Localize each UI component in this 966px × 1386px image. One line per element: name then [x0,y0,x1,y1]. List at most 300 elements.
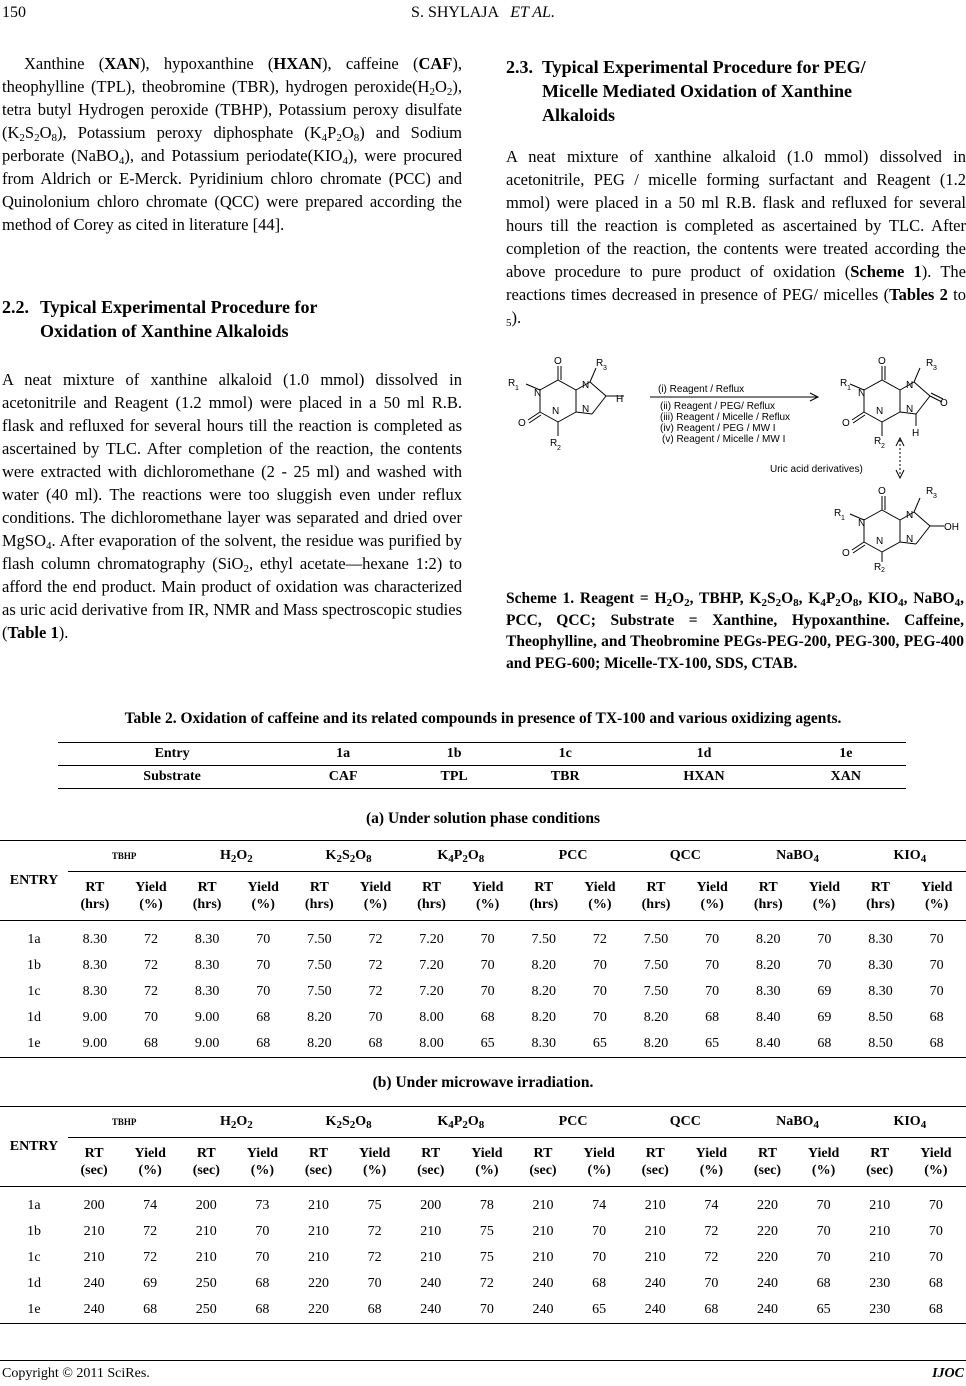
text-run: , [457,77,462,96]
table-b-caption: (b) Under microwave irradiation. [372,1074,594,1091]
table-cell: 210 [532,1250,554,1265]
reagent-header: QCC [629,841,741,872]
table-cell: 70 [705,984,720,999]
table-cell: 210 [195,1224,217,1239]
text-run: , K [798,590,821,607]
r3-label: R [596,358,604,369]
text-run: 8 [852,597,859,609]
rt-unit: (hrs) [192,897,222,912]
text-run: ), hypoxanthine ( [139,54,274,73]
rt-column-header [405,1138,457,1187]
reagent-header [405,1107,517,1138]
table-cell: 8.20 [643,1010,669,1025]
table-cell: 8.20 [756,932,781,947]
table-cell: Entry [58,743,286,766]
reagent-name-run: P [453,848,463,863]
atom-o: O [878,356,886,367]
table-cell: 8.20 [531,1010,557,1025]
atom-n: N [582,404,590,415]
text-run: ) [57,123,63,142]
table-cell: 8.00 [419,1010,444,1025]
table2-entries [58,742,906,789]
text-run: 4 [898,597,904,609]
reagent-name-run: H [219,848,231,863]
table-cell: 8.30 [517,1031,571,1058]
r1-label: R [840,378,848,389]
text-run: , NaBO [903,590,955,607]
rt-column-header [292,872,346,921]
table-cell: 8.30 [868,984,893,999]
table-cell: 1e [0,1031,68,1058]
table-row [0,1031,966,1058]
text-run: 2 [775,597,782,609]
table-cell: 8.40 [756,1010,781,1025]
table-cell: 240 [644,1276,666,1291]
table-cell: 68 [234,1031,293,1058]
table-cell: 68 [928,1276,943,1291]
text-run: tetra butyl Hydrogen peroxide (TBHP), Potassium peroxy disulfate (K [2,100,462,142]
reagent-name-run: 2 [349,1119,356,1131]
rt-unit: (sec) [304,1163,333,1178]
text-run: 4 [321,132,328,144]
rt-unit: (sec) [417,1163,445,1178]
running-header [0,4,966,22]
text-run: A neat mixture of xanthine alkaloid (1.0 mmol) dissolved in acetonitrile and Reagent (1.2 mmol) were placed in a 50 ml R.B. flask and refluxed for several hours till the reaction is completed as ascertained by TLC. After completion of the reaction, the contents were extracted with dichloromethane (2 - 25 ml) and washed with water (40 ml). The reactions were too sluggish even under reflux conditions. The dichloromethane layer was separated and dried over MgSO [2,370,462,550]
table-cell: 9.00 [194,1010,220,1025]
table-cell: 70 [929,984,944,999]
text-run: Scheme 1 [850,262,922,281]
r2-label: R [874,436,882,447]
table-cell: 240 [629,1297,681,1324]
table-cell: 7.50 [307,958,332,973]
rt-column-header [292,1138,344,1187]
atom-n: N [876,406,884,417]
atom-n: N [906,534,914,545]
rt-unit: (sec) [753,1163,782,1178]
yield-unit: (%) [362,1163,387,1178]
page-number: 150 [2,4,26,21]
table-cell: 68 [345,1297,405,1324]
text-run: O [434,77,447,96]
table-cell: 210 [869,1250,891,1265]
table-cell: 72 [368,958,383,973]
reagent-name-run: 2 [462,1119,468,1131]
text-run: ), and Potassium periodate(KIO [124,146,343,165]
rt-unit: (hrs) [417,897,446,912]
text-run: S [766,590,776,607]
table-cell: 8.30 [82,984,108,999]
yield-column-header [122,872,181,921]
table-cell: 210 [83,1224,105,1239]
text-run: Tables 2 [889,285,948,304]
table-cell: 220 [308,1276,330,1291]
rt-unit: (sec) [192,1163,220,1178]
reagent-header [741,841,853,872]
yield-label: Yield [807,1146,840,1161]
r2-sub: 2 [881,443,885,450]
text-run: to [947,285,966,304]
rt-label: RT [646,880,666,895]
table-cell: 65 [794,1297,854,1324]
table-cell: XAN [786,766,906,789]
table-cell: 70 [592,1250,607,1265]
table-cell: 70 [928,1250,943,1265]
table-cell: 200 [195,1198,217,1213]
r1-label: R [508,378,516,389]
text-run: , PCC, QCC; Substrate = Xanthine, Hypoxanthine. Caffeine, Theophylline, and Theobromine PEGs-PEG-200, PEG-300, PEG-400 and PEG-600; Micelle-TX-100, SDS, CTAB. [506,590,964,672]
rt-column-header [517,872,571,921]
reagent-name-run: O [355,848,367,863]
table-cell: 68 [346,1031,405,1058]
footer-copyright: Copyright © 2011 SciRes. [2,1366,150,1381]
table-cell: 70 [816,1198,831,1213]
rt-unit: (sec) [641,1163,669,1178]
yield-label: Yield [696,880,728,895]
rt-label: RT [196,1146,216,1161]
text-run: S [24,123,35,142]
reagent-header [180,841,292,872]
table-cell: 70 [480,958,495,973]
rt-label: RT [757,1146,777,1161]
rt-label: RT [871,880,890,895]
table-cell: 7.50 [531,932,557,947]
yield-label: Yield [135,880,167,895]
text-run: 5 [506,317,512,329]
yield-unit: (%) [588,897,612,912]
yield-label: Yield [358,1146,391,1161]
r1-sub: 1 [841,515,845,522]
yield-column-header [458,872,517,921]
yield-label: Yield [134,1146,166,1161]
table-cell: 210 [644,1198,666,1213]
table-cell: 65 [458,1031,517,1058]
r2-sub: 2 [881,567,885,572]
text-run: CAF [418,54,453,73]
rt-label: RT [84,1146,104,1161]
table-cell: 1c [508,743,622,766]
reagent-name-run: 8 [366,1119,372,1131]
table-cell: 70 [592,984,607,999]
reagent-name-run: O [236,1114,248,1129]
yield-unit: (%) [138,1163,162,1178]
yield-unit: (%) [699,1163,724,1178]
reagent-name-run: K [325,848,337,863]
table-cell: 7.50 [643,958,669,973]
yield-unit: (%) [251,897,275,912]
table-cell: 70 [929,958,944,973]
table-row [0,1005,966,1031]
table-cell: 240 [756,1276,778,1291]
entry-header: ENTRY [0,841,68,921]
text-run: ) and Sodium perborate (NaBO [2,123,462,165]
atom-n: N [906,510,914,521]
text-run: ). The reactions times decreased in presence of PEG/ micelles ( [506,262,966,304]
table-cell: 68 [255,1276,270,1291]
product-label: Uric acid derivatives) [770,464,863,475]
rt-label: RT [645,1146,665,1161]
table-cell: 68 [120,1297,180,1324]
reagent-name-run: 2 [247,853,253,865]
section-title-line2: Micelle Mediated Oxidation of Xanthine [542,81,852,101]
table-cell: 240 [405,1297,457,1324]
reagent-header: PCC [517,841,629,872]
text-run: , KIO [858,590,899,607]
rt-column-header [405,872,459,921]
table-cell: HXAN [622,766,785,789]
table-cell: 240 [517,1297,569,1324]
yield-label: Yield [920,880,953,895]
yield-unit: (%) [475,1163,499,1178]
text-run: 8 [793,597,799,609]
reagent-name-run: 2 [230,1119,237,1131]
table-row [0,1297,966,1324]
reagent-name-run: K [437,848,449,863]
atom-n: N [876,536,884,547]
atom-n: N [906,380,914,391]
text-run: XAN [104,54,140,73]
table-cell: 1b [27,1224,41,1239]
reagent-name-run: 4 [920,1119,927,1131]
table-cell: 1d [27,1276,41,1291]
table-cell: 72 [143,984,158,999]
yield-label: Yield [584,880,616,895]
r3-label: R [926,486,934,497]
text-run: Table 1 [7,623,59,642]
table-cell: 72 [479,1276,494,1291]
reagent-name-run: KIO [893,848,921,863]
yield-column-header [234,872,293,921]
table-cell: 70 [816,1250,831,1265]
entry-header: ENTRY [0,1107,68,1187]
table-cell: 210 [308,1250,330,1265]
reagent-name-run: 8 [478,853,485,865]
atom-n: N [906,404,914,415]
table-cell: 250 [180,1297,232,1324]
rt-column-header [854,872,908,921]
table-cell: 7.50 [643,984,669,999]
table-cell: 1e [0,1297,68,1324]
table-cell: 240 [532,1276,554,1291]
table-cell: 70 [817,958,832,973]
reagent-name-run: NaBO [776,848,814,863]
text-run: ), theophylline (TPL), theobromine (TBR), hydrogen peroxide(H [2,54,462,96]
table-cell: 70 [705,932,720,947]
table-cell: 210 [532,1198,554,1213]
yield-label: Yield [920,1146,952,1161]
text-run: 8 [353,132,360,144]
yield-unit: (%) [587,1163,611,1178]
table-cell: TPL [400,766,508,789]
table-cell: 68 [705,1010,720,1025]
table-cell: 220 [756,1250,778,1265]
table-cell: 1e [786,743,906,766]
table-cell: 65 [571,1031,630,1058]
table-cell: 68 [232,1297,292,1324]
table-cell: 210 [83,1250,105,1265]
rt-column-header [629,1138,681,1187]
atom-o: O [842,548,850,559]
reagent-name-run: O [236,848,248,863]
table-cell: 72 [143,932,158,947]
text-run: 2 [243,563,249,575]
yield-label: Yield [471,1146,503,1161]
table-cell: 70 [368,1010,383,1025]
table-cell: 70 [929,932,944,947]
text-run: O [840,590,853,607]
atom-n: N [582,380,590,391]
table-cell: 200 [83,1198,105,1213]
table-cell: 70 [817,932,832,947]
table-cell: 210 [644,1250,666,1265]
table-a [0,840,966,1058]
table-row [0,921,966,954]
table-cell: 70 [480,984,495,999]
text-run: O [341,123,354,142]
text-run: O [39,123,52,142]
table-cell: 250 [195,1276,217,1291]
reagent-name-run: 2 [230,853,237,865]
table-cell: 75 [479,1250,494,1265]
section-title-line2: Oxidation of Xanthine Alkaloids [40,321,289,341]
section-title-line1: Typical Experimental Procedure for [40,297,318,317]
table-cell: 220 [756,1224,778,1239]
rt-column-header [741,1138,793,1187]
table-cell: 210 [869,1198,891,1213]
text-run: 4 [46,540,52,552]
table-cell: Substrate [58,766,286,789]
table-cell: 9.00 [180,1031,234,1058]
table-cell: 8.30 [194,932,220,947]
atom-o: O [554,356,562,367]
rt-column-header [180,1138,232,1187]
reagent-name-run: P [453,1114,463,1129]
condition-5: (v) Reagent / Micelle / MW I [662,434,786,445]
text-run: P [825,590,836,607]
table-cell: 72 [367,1250,382,1265]
reagent-name-run: 2 [247,1119,253,1131]
text-run: 2 [429,86,435,98]
table-cell: 74 [592,1198,607,1213]
text-run: 4 [342,155,348,167]
r2-label: R [550,438,558,449]
rt-label: RT [758,880,778,895]
table-cell: 70 [256,984,271,999]
table-cell: 8.20 [756,958,781,973]
table-cell: 7.50 [307,932,332,947]
condition-1: (i) Reagent / Reflux [658,384,745,395]
table-cell: 240 [420,1276,442,1291]
yield-label: Yield [247,880,279,895]
table-cell: 68 [795,1031,854,1058]
table-b [0,1106,966,1324]
table-cell: 70 [480,932,495,947]
atom-h: H [912,428,920,439]
rt-unit: (sec) [80,1163,108,1178]
atom-o: O [518,418,526,429]
table-cell: 70 [256,958,271,973]
reagent-header: TBHP [68,1107,180,1138]
table2-caption: Table 2. Oxidation of caffeine and its related compounds in presence of TX-100 and various oxidizing agents. [124,710,842,727]
table-cell: 72 [143,1224,158,1239]
text-run: A neat mixture of xanthine alkaloid (1.0 mmol) dissolved in acetonitrile, PEG / micelle forming surfactant and Reagent (1.2 mmol) were placed in a 50 ml R.B. flask and refluxed for several hours till the reaction is completed as ascertained by TLC. After completion of the reaction, the contents were treated according the above procedure to pure product of oxidation ( [506,147,966,281]
table-cell: 1c [27,1250,41,1265]
table-cell: 78 [479,1198,494,1213]
table-cell: 210 [869,1224,891,1239]
yield-column-header [683,872,742,921]
text-run: ). [511,308,522,327]
text-run: ) [452,77,458,96]
atom-n: N [552,406,560,417]
text-run: Scheme 1. Reagent = H [506,590,667,607]
yield-label: Yield [359,880,392,895]
r3-sub: 3 [933,493,937,500]
table-cell: 68 [929,1010,944,1025]
table-cell: 70 [705,958,720,973]
reagent-header [180,1107,292,1138]
table-cell: 1b [400,743,508,766]
footer-journal: IJOC [932,1366,964,1381]
footer-rule [0,1360,966,1361]
table-cell: 220 [292,1297,344,1324]
atom-h: H [616,394,624,405]
yield-column-header [345,1138,405,1187]
reagent-name-run: 4 [448,1119,454,1131]
reagent-name-run: 8 [478,1119,485,1131]
table-row [0,1219,966,1245]
table-cell: 210 [308,1198,330,1213]
table-cell: 68 [256,1010,271,1025]
table-cell: 72 [704,1250,719,1265]
rt-label: RT [421,1146,441,1161]
left-column-lower [2,368,462,644]
table-cell: 8.30 [194,958,220,973]
reagent-header: PCC [517,1107,629,1138]
text-run: . After evaporation of the solvent, the residue was purified by flash column chromatography (SiO [2,531,462,573]
rt-unit: (hrs) [80,897,110,912]
yield-column-header [681,1138,741,1187]
text-run: 4 [820,597,826,609]
header-et-al: ET AL. [510,4,555,21]
table-cell: 74 [704,1198,719,1213]
table-cell: 68 [592,1276,607,1291]
table-cell: 75 [479,1224,494,1239]
table-cell: 70 [255,1250,270,1265]
table-cell: 69 [143,1276,158,1291]
table-cell: 210 [420,1250,442,1265]
rt-column-header [741,872,795,921]
yield-unit: (%) [139,897,163,912]
table-cell: 70 [592,1010,607,1025]
text-run: O [781,590,794,607]
r3-sub: 3 [933,365,937,372]
atom-o: O [842,418,850,429]
header-authors: S. SHYLAJA [411,4,499,21]
table-cell: 75 [367,1198,382,1213]
reagent-name-run: K [325,1114,337,1129]
reagent-name-run: KIO [893,1114,921,1129]
left-column [2,52,462,236]
rt-unit: (hrs) [753,897,783,912]
table-cell: 69 [817,1010,832,1025]
yield-label: Yield [695,1146,728,1161]
yield-unit: (%) [812,897,837,912]
yield-unit: (%) [924,1163,948,1178]
table-cell: 65 [683,1031,742,1058]
table-cell: 68 [816,1276,831,1291]
table-cell: 72 [592,932,607,947]
r3-sub: 3 [603,365,607,372]
text-run: 2 [19,132,25,144]
